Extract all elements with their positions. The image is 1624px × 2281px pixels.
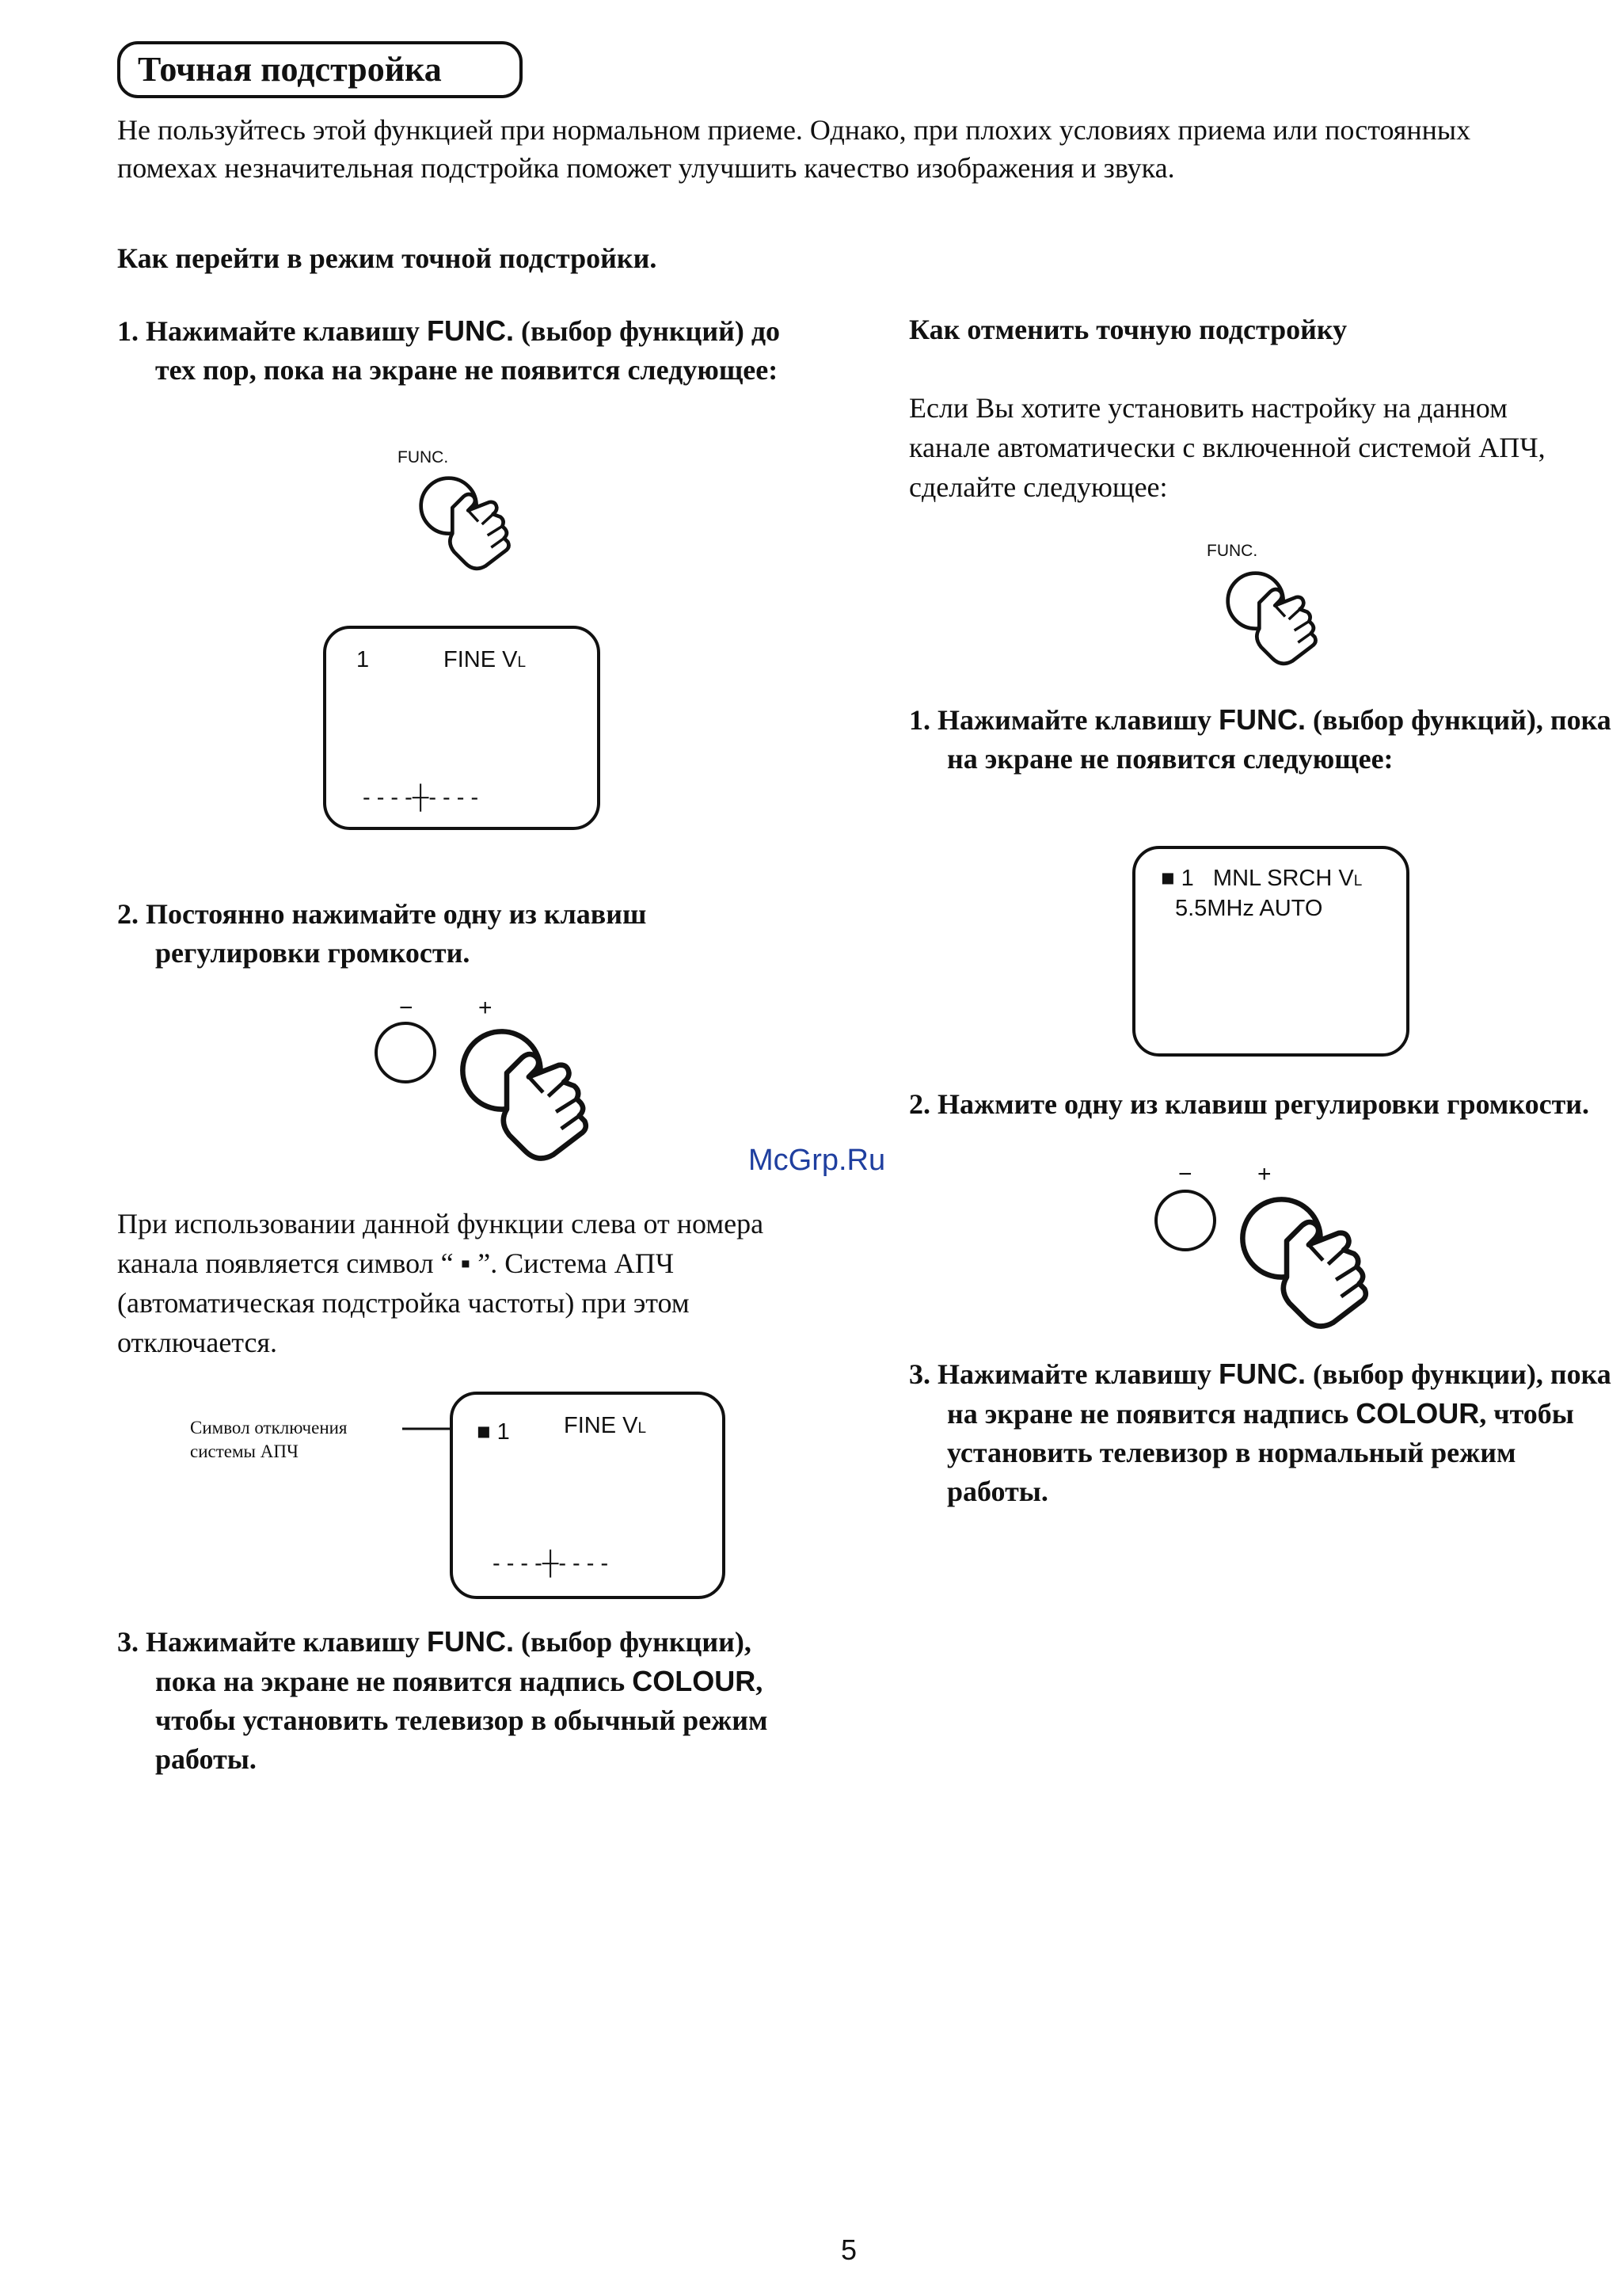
screen-mode [564, 1412, 646, 1442]
apc-paragraph: При использовании данной функции слева от номера канала появляется символ “ ▪ ”. Система АПЧ (автоматическая подстройка частоты) при этом отключается. [117, 1208, 764, 1358]
volume-down-button-icon [1154, 1190, 1216, 1251]
step-number: 2. [117, 898, 139, 930]
apc-off-note: Символ отключения системы АПЧ [190, 1418, 348, 1461]
volume-up-press-icon [1226, 1186, 1376, 1329]
volume-up-press-icon [446, 1019, 596, 1161]
right-step-3 [909, 1354, 1612, 1511]
tuning-bar: - - - -┼- - - - [493, 1551, 609, 1576]
right-step-1 [909, 700, 1612, 779]
afc-off-marker: ■ [1161, 866, 1175, 891]
step-number: 1. [117, 315, 139, 347]
step-text: , чтобы установить телевизор в нормальный режим работы. [947, 1398, 1574, 1507]
tv-screen-fine [323, 626, 600, 830]
screen-mode-text: MNL SRCH V [1212, 866, 1354, 891]
step-text: Нажимайте клавишу [938, 704, 1212, 736]
minus-label: − [399, 995, 413, 1021]
func-button-press-icon [1207, 564, 1341, 675]
func-key-name: FUNC. [427, 1625, 515, 1658]
watermark: McGrp.Ru [748, 1144, 886, 1177]
step-number: 2. [909, 1088, 930, 1120]
screen-line-2: 5.5MHz AUTO [1175, 896, 1323, 921]
step-text: (выбор функций), пока на экране не появится следующее: [947, 704, 1611, 775]
colour-key-name: COLOUR [1356, 1397, 1480, 1430]
page-title: Точная подстройка [117, 41, 523, 98]
step-text: Нажимайте клавишу [146, 315, 420, 347]
screen-mode-sub: L [517, 654, 527, 671]
left-step-1 [117, 311, 804, 390]
step-text: Нажимайте клавишу [938, 1358, 1212, 1390]
step-text: (выбор функции), пока на экране не появится надпись [155, 1626, 751, 1697]
plus-label: + [478, 995, 493, 1021]
tv-screen-manual-search [1132, 846, 1409, 1057]
screen-mode-sub: L [1353, 873, 1363, 889]
tuning-bar: - - - -┼- - - - [363, 785, 479, 810]
func-button-label: FUNC. [397, 448, 449, 466]
func-key-name: FUNC. [1219, 703, 1306, 736]
tv-screen-fine-marked [450, 1392, 725, 1599]
left-step-2 [117, 895, 804, 973]
left-step-3 [117, 1622, 804, 1779]
step-number: 3. [909, 1358, 930, 1390]
screen-marker-channel [477, 1418, 510, 1445]
left-heading: Как перейти в режим точной подстройки. [117, 242, 657, 274]
func-key-name: FUNC. [1219, 1358, 1306, 1390]
right-step-2 [909, 1085, 1604, 1124]
right-intro: Если Вы хотите установить настройку на данном канале автоматически с включенной системой АПЧ, сделайте следующее: [909, 392, 1546, 503]
step-text: , чтобы установить телевизор в обычный режим работы. [155, 1666, 768, 1775]
func-key-name: FUNC. [427, 314, 515, 347]
step-text: (выбор функций) до тех пор, пока на экране не появится следующее: [155, 315, 781, 386]
screen-channel: 1 [1181, 866, 1194, 891]
colour-key-name: COLOUR [632, 1665, 756, 1697]
screen-channel: 1 [496, 1419, 510, 1445]
afc-off-marker: ■ [477, 1419, 491, 1445]
step-text: Нажимайте клавишу [146, 1626, 420, 1658]
volume-down-button-icon [375, 1022, 436, 1083]
step-number: 3. [117, 1626, 139, 1658]
func-button-press-icon [400, 469, 534, 580]
screen-mode-sub: L [637, 1420, 647, 1437]
screen-channel: 1 [356, 647, 370, 672]
screen-mode-text: FINE V [564, 1413, 638, 1438]
minus-label: − [1178, 1161, 1192, 1187]
screen-line-1 [1161, 865, 1362, 895]
screen-mode-text: FINE V [443, 647, 518, 672]
func-button-label: FUNC. [1207, 542, 1258, 560]
right-heading: Как отменить точную подстройку [909, 314, 1348, 345]
step-number: 1. [909, 704, 930, 736]
screen-mode [443, 646, 526, 676]
intro-paragraph: Не пользуйтесь этой функцией при нормальном приеме. Однако, при плохих условиях приема или постоянных помехах незначительная подстройка поможет улучшить качество изображения и звука. [117, 114, 1471, 184]
page-number: 5 [841, 2233, 858, 2266]
step-text: Нажмите одну из клавиш регулировки громкости. [938, 1088, 1589, 1120]
plus-label: + [1257, 1161, 1272, 1187]
step-text: (выбор функции), пока на экране не появится надпись [947, 1358, 1611, 1430]
step-text: Постоянно нажимайте одну из клавиш регулировки громкости. [146, 898, 647, 969]
